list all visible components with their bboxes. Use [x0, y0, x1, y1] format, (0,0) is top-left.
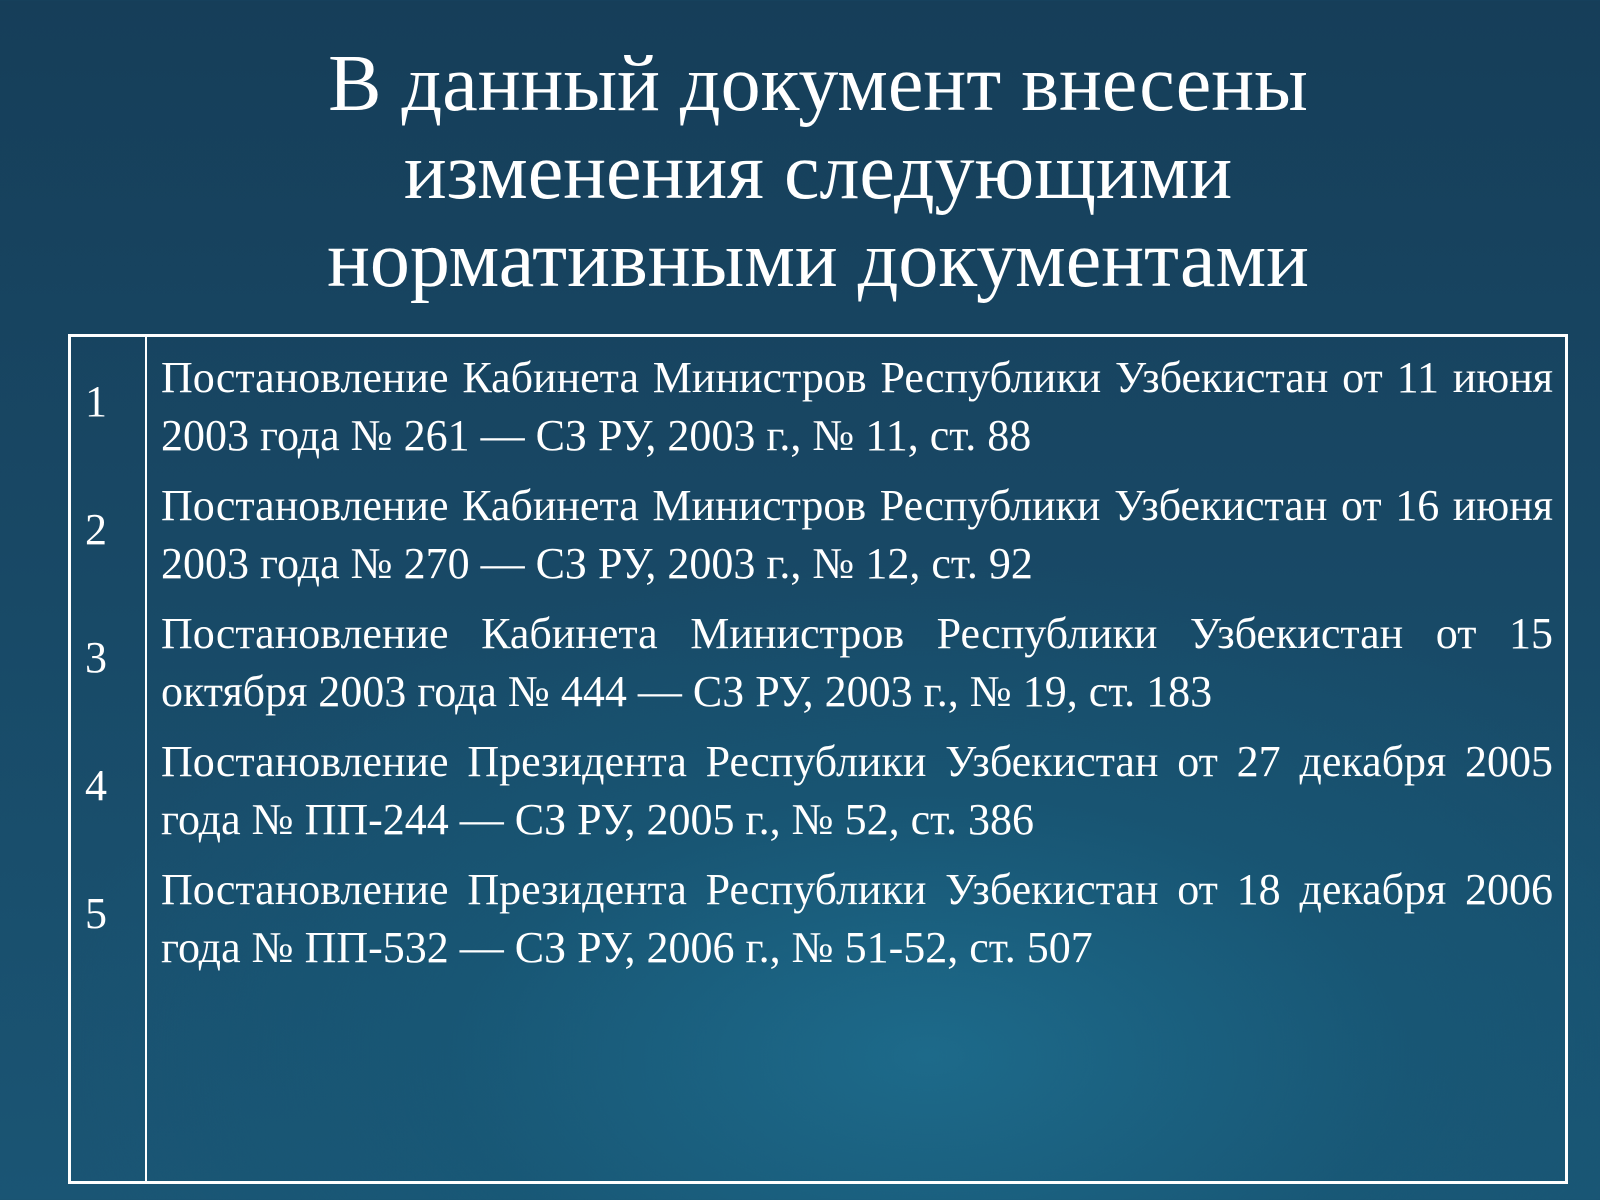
row-number: 5 — [85, 888, 107, 938]
title-line-2: изменения следующими — [403, 128, 1233, 216]
row-number: 3 — [85, 632, 107, 682]
table-row — [71, 721, 1565, 849]
row-text: Постановление Кабинета Министров Республики Узбекистан от 11 июня 2003 года № 261 — СЗ РУ, 2003 г., № 11, ст. 88 — [161, 353, 1553, 460]
documents-table — [68, 334, 1568, 1184]
table-row — [71, 465, 1565, 593]
table-row — [71, 337, 1565, 465]
row-number: 1 — [85, 376, 107, 426]
row-text: Постановление Президента Республики Узбекистан от 18 декабря 2006 года № ПП-532 — СЗ РУ, 2006 г., № 51-52, ст. 507 — [161, 865, 1553, 972]
title-line-3: нормативными документами — [327, 216, 1309, 304]
row-number: 2 — [85, 504, 107, 554]
row-number: 4 — [85, 760, 107, 810]
row-text: Постановление Кабинета Министров Республики Узбекистан от 16 июня 2003 года № 270 — СЗ РУ, 2003 г., № 12, ст. 92 — [161, 481, 1553, 588]
row-text: Постановление Президента Республики Узбекистан от 27 декабря 2005 года № ПП-244 — СЗ РУ, 2005 г., № 52, ст. 386 — [161, 737, 1553, 844]
table-row — [71, 593, 1565, 721]
row-text: Постановление Кабинета Министров Республики Узбекистан от 15 октября 2003 года № 444 — СЗ РУ, 2003 г., № 19, ст. 183 — [161, 609, 1553, 716]
title-line-1: В данный документ внесены — [328, 40, 1308, 128]
slide-title — [0, 40, 1600, 304]
table-row — [71, 849, 1565, 977]
